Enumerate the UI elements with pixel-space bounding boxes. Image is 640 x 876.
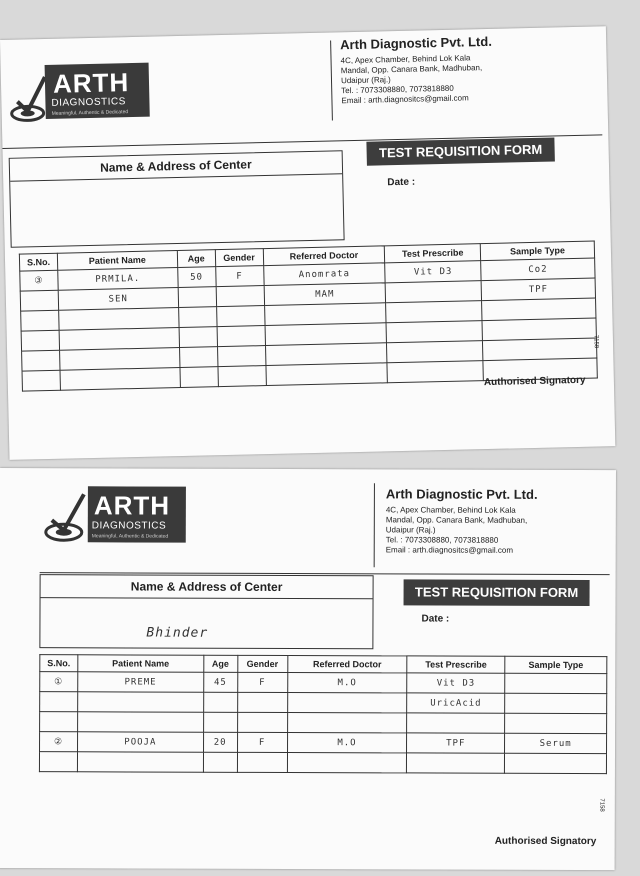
- address-line-1: 4C, Apex Chamber, Behind Lok Kala: [340, 53, 471, 66]
- center-label: Name & Address of Center: [10, 151, 342, 182]
- logo-tagline: Meaningful, Authentic & Dedicated: [91, 533, 169, 540]
- cell-gender: [237, 692, 287, 712]
- cell-test: Vit D3: [385, 261, 481, 283]
- company-email: Email : arth.diagnositcs@gmail.com: [385, 545, 514, 555]
- arth-logo: [44, 486, 196, 549]
- cell-test: [385, 281, 481, 303]
- col-patient-name: Patient Name: [78, 655, 204, 672]
- patient-table: [19, 241, 598, 392]
- table-row: [40, 712, 607, 734]
- col-gender: Gender: [215, 249, 263, 267]
- cell-sno: [40, 692, 78, 712]
- center-address-box: [9, 150, 345, 248]
- date-label: Date :: [387, 176, 416, 189]
- logo-sub: DIAGNOSTICS: [91, 520, 167, 532]
- center-label: Name & Address of Center: [41, 575, 373, 599]
- cell-name: PRMILA.: [58, 268, 178, 291]
- cell-doctor: M.O: [287, 733, 407, 753]
- address-line-2: Mandal, Opp. Canara Bank, Madhuban,: [340, 63, 483, 76]
- cell-gender: F: [237, 732, 287, 752]
- table-header: [40, 655, 607, 674]
- cell-name: PREME: [78, 672, 204, 692]
- requisition-form-2: [0, 468, 616, 870]
- cell-gender: F: [237, 672, 287, 692]
- logo-main: ARTH: [93, 490, 171, 521]
- company-info: [385, 486, 538, 556]
- cell-name: [78, 692, 204, 712]
- table-row: [39, 752, 606, 774]
- cell-test: Vit D3: [407, 673, 505, 693]
- cell-sno: ②: [40, 732, 78, 752]
- cell-gender: [216, 286, 264, 307]
- col-sno: S.No.: [19, 253, 57, 271]
- address-line-3: Udaipur (Raj.): [340, 75, 391, 86]
- patient-table: [39, 654, 607, 774]
- cell-sno: ①: [40, 672, 78, 692]
- form-title: TEST REQUISITION FORM: [404, 579, 590, 606]
- form-number: 7158: [592, 334, 599, 349]
- company-name: Arth Diagnostic Pvt. Ltd.: [385, 486, 538, 502]
- cell-age: 20: [203, 732, 237, 752]
- form-number: 7158: [598, 798, 605, 812]
- target-check-icon: [44, 492, 88, 544]
- cell-name: POOJA: [77, 732, 203, 752]
- cell-doctor: [287, 693, 407, 713]
- table-row: [40, 692, 607, 714]
- col-test-prescribe: Test Prescribe: [407, 656, 505, 673]
- col-referred-doctor: Referred Doctor: [263, 246, 385, 266]
- col-sample-type: Sample Type: [505, 656, 607, 673]
- cell-doctor: MAM: [264, 283, 386, 306]
- form-title: TEST REQUISITION FORM: [366, 137, 554, 165]
- cell-age: [203, 692, 237, 712]
- cell-test: TPF: [407, 733, 505, 753]
- cell-age: [178, 287, 216, 308]
- table-row: [40, 672, 607, 694]
- col-patient-name: Patient Name: [57, 251, 177, 271]
- logo-sub: DIAGNOSTICS: [51, 96, 126, 109]
- cell-age: 45: [203, 672, 237, 692]
- logo-main: ARTH: [52, 67, 130, 99]
- col-age: Age: [177, 250, 215, 268]
- authorised-signatory: Authorised Signatory: [494, 835, 597, 848]
- logo-box: [45, 63, 150, 119]
- cell-doctor: Anomrata: [263, 263, 385, 286]
- cell-sample: TPF: [481, 278, 595, 301]
- cell-sno: ③: [20, 270, 58, 291]
- col-referred-doctor: Referred Doctor: [287, 656, 407, 673]
- cell-name: SEN: [58, 288, 178, 311]
- cell-doctor: M.O: [287, 673, 407, 693]
- company-info: [340, 33, 493, 106]
- date-label: Date :: [421, 613, 450, 625]
- cell-test: UricAcid: [407, 693, 505, 713]
- address-line-1: 4C, Apex Chamber, Behind Lok Kala: [385, 505, 516, 515]
- cell-sample: Co2: [481, 258, 595, 281]
- target-check-icon: [9, 75, 50, 126]
- address-line-2: Mandal, Opp. Canara Bank, Madhuban,: [385, 515, 528, 525]
- center-address-box: [39, 574, 373, 649]
- cell-age: 50: [177, 267, 215, 288]
- address-line-3: Udaipur (Raj.): [385, 525, 436, 535]
- logo-box: [88, 486, 186, 542]
- col-sample-type: Sample Type: [480, 241, 594, 261]
- cell-sample: Serum: [505, 733, 607, 753]
- col-age: Age: [203, 655, 237, 672]
- cell-sample: [505, 673, 607, 693]
- col-gender: Gender: [237, 655, 287, 672]
- cell-sno: [20, 290, 58, 311]
- company-name: Arth Diagnostic Pvt. Ltd.: [340, 33, 492, 53]
- requisition-form-1: [0, 26, 615, 460]
- table-row: [40, 732, 607, 754]
- company-phone: Tel. : 7073308880, 7073818880: [385, 535, 499, 545]
- logo-tagline: Meaningful, Authentic & Dedicated: [51, 109, 129, 117]
- company-phone: Tel. : 7073308880, 7073818880: [341, 83, 454, 96]
- header-divider: [374, 483, 375, 567]
- cell-gender: F: [215, 266, 263, 287]
- company-email: Email : arth.diagnositcs@gmail.com: [341, 93, 469, 106]
- authorised-signatory: Authorised Signatory: [483, 374, 586, 389]
- cell-sample: [505, 693, 607, 713]
- arth-logo: [9, 62, 162, 127]
- center-handwritten: Bhinder: [146, 625, 209, 641]
- col-sno: S.No.: [40, 655, 78, 672]
- col-test-prescribe: Test Prescribe: [385, 244, 481, 263]
- header-divider: [330, 40, 333, 120]
